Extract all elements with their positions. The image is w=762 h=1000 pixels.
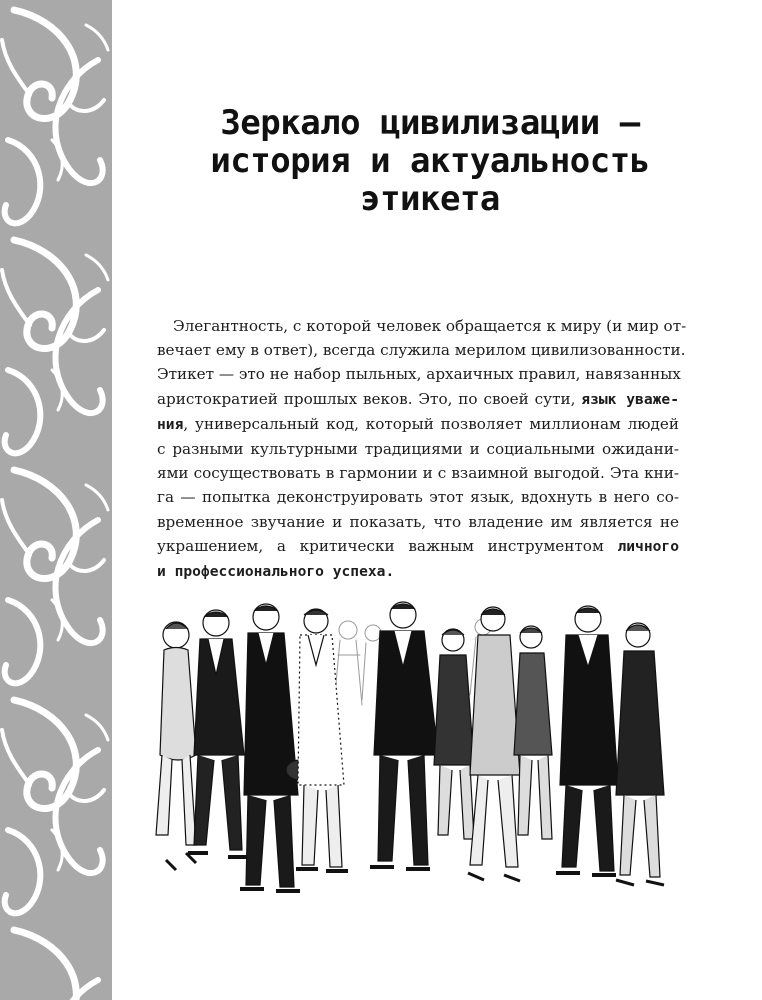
paragraph-line (157, 559, 679, 584)
paragraph-text: аристократией прошлых веков. Это, по своей сути, (157, 389, 582, 408)
paragraph-line: временное звучание и показать, что владение им является не (157, 512, 679, 531)
ornament-scroll-pattern (0, 0, 112, 1000)
paragraph-line: ями сосуществовать в гармонии и с взаимной выгодой. Эта кни- (157, 464, 679, 483)
paragraph-line (157, 534, 679, 559)
paragraph-line (157, 387, 679, 412)
paragraph-line: га — попытка деконструировать этот язык, вдохнуть в него со- (157, 488, 679, 507)
emphasis-text: и профессионального успеха. (157, 563, 395, 581)
chapter-title-line: этикета (360, 179, 500, 219)
emphasis-text: личного (617, 537, 679, 555)
chapter-title (150, 104, 710, 218)
emphasis-text: ния (157, 415, 184, 433)
paragraph-line: Этикет — это не набор пыльных, архаичных правил, навязанных (157, 365, 681, 384)
reception-crowd-illustration (148, 595, 688, 900)
chapter-title-line: Зеркало цивилизации — (220, 103, 640, 143)
paragraph-text: , универсальный код, который позволяет миллионам людей (183, 414, 679, 433)
paragraph-text: украшением, а критически важным инструментом (157, 536, 618, 555)
emphasis-text: язык уваже- (581, 390, 679, 408)
paragraph-line: с разными культурными традициями и социальными ожидани- (157, 440, 679, 459)
decorative-border-strip (0, 0, 112, 1000)
paragraph-line: вечает ему в ответ), всегда служила мерилом цивилизованности. (157, 341, 686, 360)
chapter-title-line: история и актуальность (210, 141, 650, 181)
paragraph-line (157, 412, 679, 437)
intro-paragraph (157, 314, 687, 584)
paragraph-line: Элегантность, с которой человек обращается к миру (и мир от- (173, 317, 687, 335)
